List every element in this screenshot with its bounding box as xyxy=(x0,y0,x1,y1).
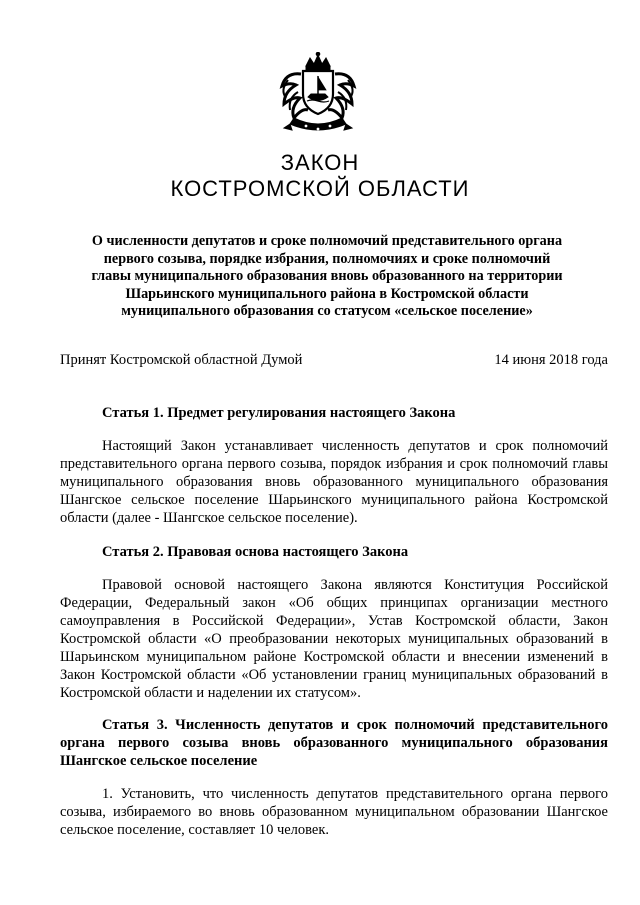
subject-line: первого созыва, порядке избрания, полномочиях и сроке полномочий xyxy=(103,250,551,267)
article-3-paragraph: 1. Установить, что численность депутатов представительного органа первого созыва, избираемого во вновь образованном муниципальном образовании Шангское сельское поселение, составляет 10 человек. xyxy=(60,786,608,838)
adopted-date: 14 июня 2018 года xyxy=(494,352,608,368)
article-3-heading: Статья 3. Численность депутатов и срок полномочий представительного органа первого созыва вновь образованного муниципального образования Шангское сельское поселение xyxy=(60,717,608,769)
subject-line: Шарьинского муниципального района в Костромской области xyxy=(125,285,529,302)
subject-line: главы муниципального образования вновь образованного на территории xyxy=(91,268,563,285)
article-2-heading: Статья 2. Правовая основа настоящего Закона xyxy=(102,544,409,560)
adopted-by: Принят Костромской областной Думой xyxy=(60,352,303,368)
region-title: КОСТРОМСКОЙ ОБЛАСТИ xyxy=(170,176,470,201)
law-title: ЗАКОН xyxy=(280,150,360,175)
subject-line: муниципального образования со статусом «сельское поселение» xyxy=(121,303,533,320)
article-2-paragraph: Правовой основой настоящего Закона являются Конституция Российской Федерации, Федеральный закон «Об общих принципах организации местного самоуправления в Российской Федерации», Устав Костромской области, Закон Костромской области «О преобразовании некоторых муниципальных образований в Шарьинском муниципальном районе Костромской области и внесении изменений в Закон Костромской области «Об установлении границ муниципальных образований в Костромской области и наделении их статусом». xyxy=(60,577,608,701)
subject-line: О численности депутатов и сроке полномочий представительного органа xyxy=(91,233,563,249)
article-1-paragraph: Настоящий Закон устанавливает численность депутатов и срок полномочий представительного органа первого созыва, порядок избрания и срок полномочий главы муниципального образования вновь образованного муниципального образования Шангское сельское поселение Шарьинского муниципального района Костромской области (далее - Шангское сельское поселение). xyxy=(60,438,608,526)
law-subject-heading xyxy=(88,233,566,321)
kostroma-coat-of-arms-emblem xyxy=(268,52,368,138)
article-1-heading: Статья 1. Предмет регулирования настоящего Закона xyxy=(102,405,456,421)
